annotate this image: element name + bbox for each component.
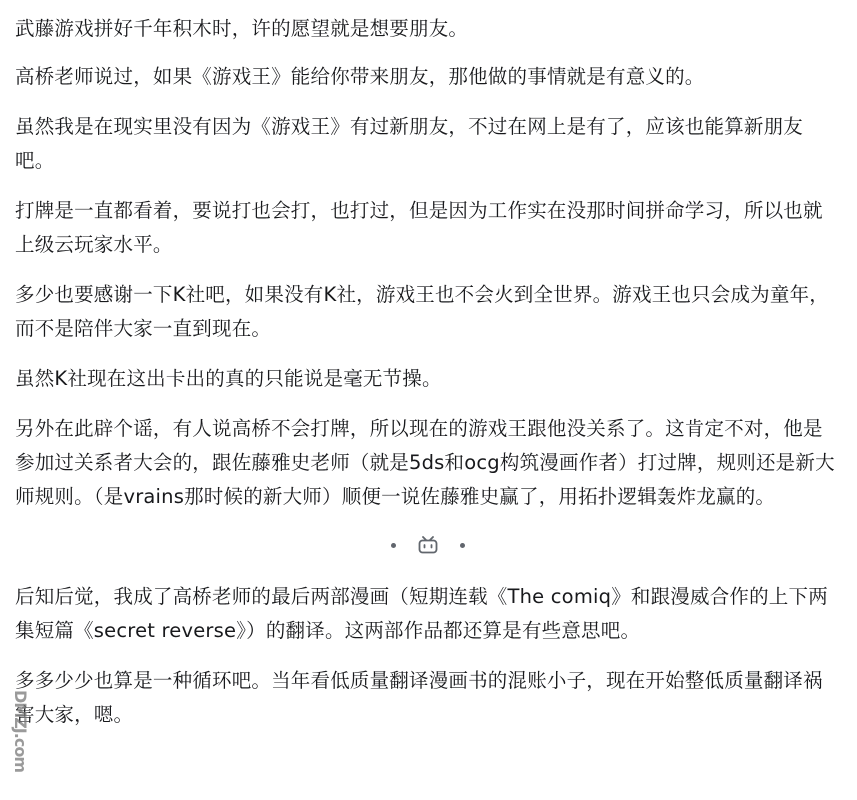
paragraph: 多多少少也算是一种循环吧。当年看低质量翻译漫画书的混账小子，现在开始整低质量翻译祸害大家，嗯。 (15, 669, 823, 726)
paragraph: 高桥老师说过，如果《游戏王》能给你带来朋友，那他做的事情就是有意义的。 (15, 65, 705, 88)
divider-dot (391, 543, 396, 548)
site-watermark: DMZJ.com (11, 690, 30, 772)
divider-dot (460, 543, 465, 548)
paragraph: 另外在此辟个谣，有人说高桥不会打牌，所以现在的游戏王跟他没关系了。这肯定不对，他是参加过关系者大会的，跟佐藤雅史老师（就是5ds和ocg构筑漫画作者）打过牌，规则还是新大师规则。（是vrains那时候的新大师）顺便一说佐藤雅史赢了，用拓扑逻辑轰炸龙赢的。 (15, 417, 835, 508)
bilibili-tv-icon (418, 536, 438, 554)
paragraph: 虽然K社现在这出卡出的真的只能说是毫无节操。 (15, 367, 442, 390)
article-body (15, 12, 841, 748)
paragraph: 武藤游戏拼好千年积木时，许的愿望就是想要朋友。 (15, 17, 469, 40)
paragraph: 虽然我是在现实里没有因为《游戏王》有过新朋友，不过在网上是有了，应该也能算新朋友吧。 (15, 115, 804, 172)
paragraph: 多少也要感谢一下K社吧，如果没有K社，游戏王也不会火到全世界。游戏王也只会成为童年，而不是陪伴大家一直到现在。 (15, 283, 829, 340)
paragraph: 打牌是一直都看着，要说打也会打，也打过，但是因为工作实在没那时间拼命学习，所以也就上级云玩家水平。 (15, 199, 823, 256)
paragraph: 后知后觉，我成了高桥老师的最后两部漫画（短期连载《The comiq》和跟漫威合作的上下两集短篇《secret reverse》）的翻译。这两部作品都还算是有些意思吧。 (15, 585, 828, 642)
section-divider (15, 530, 841, 560)
